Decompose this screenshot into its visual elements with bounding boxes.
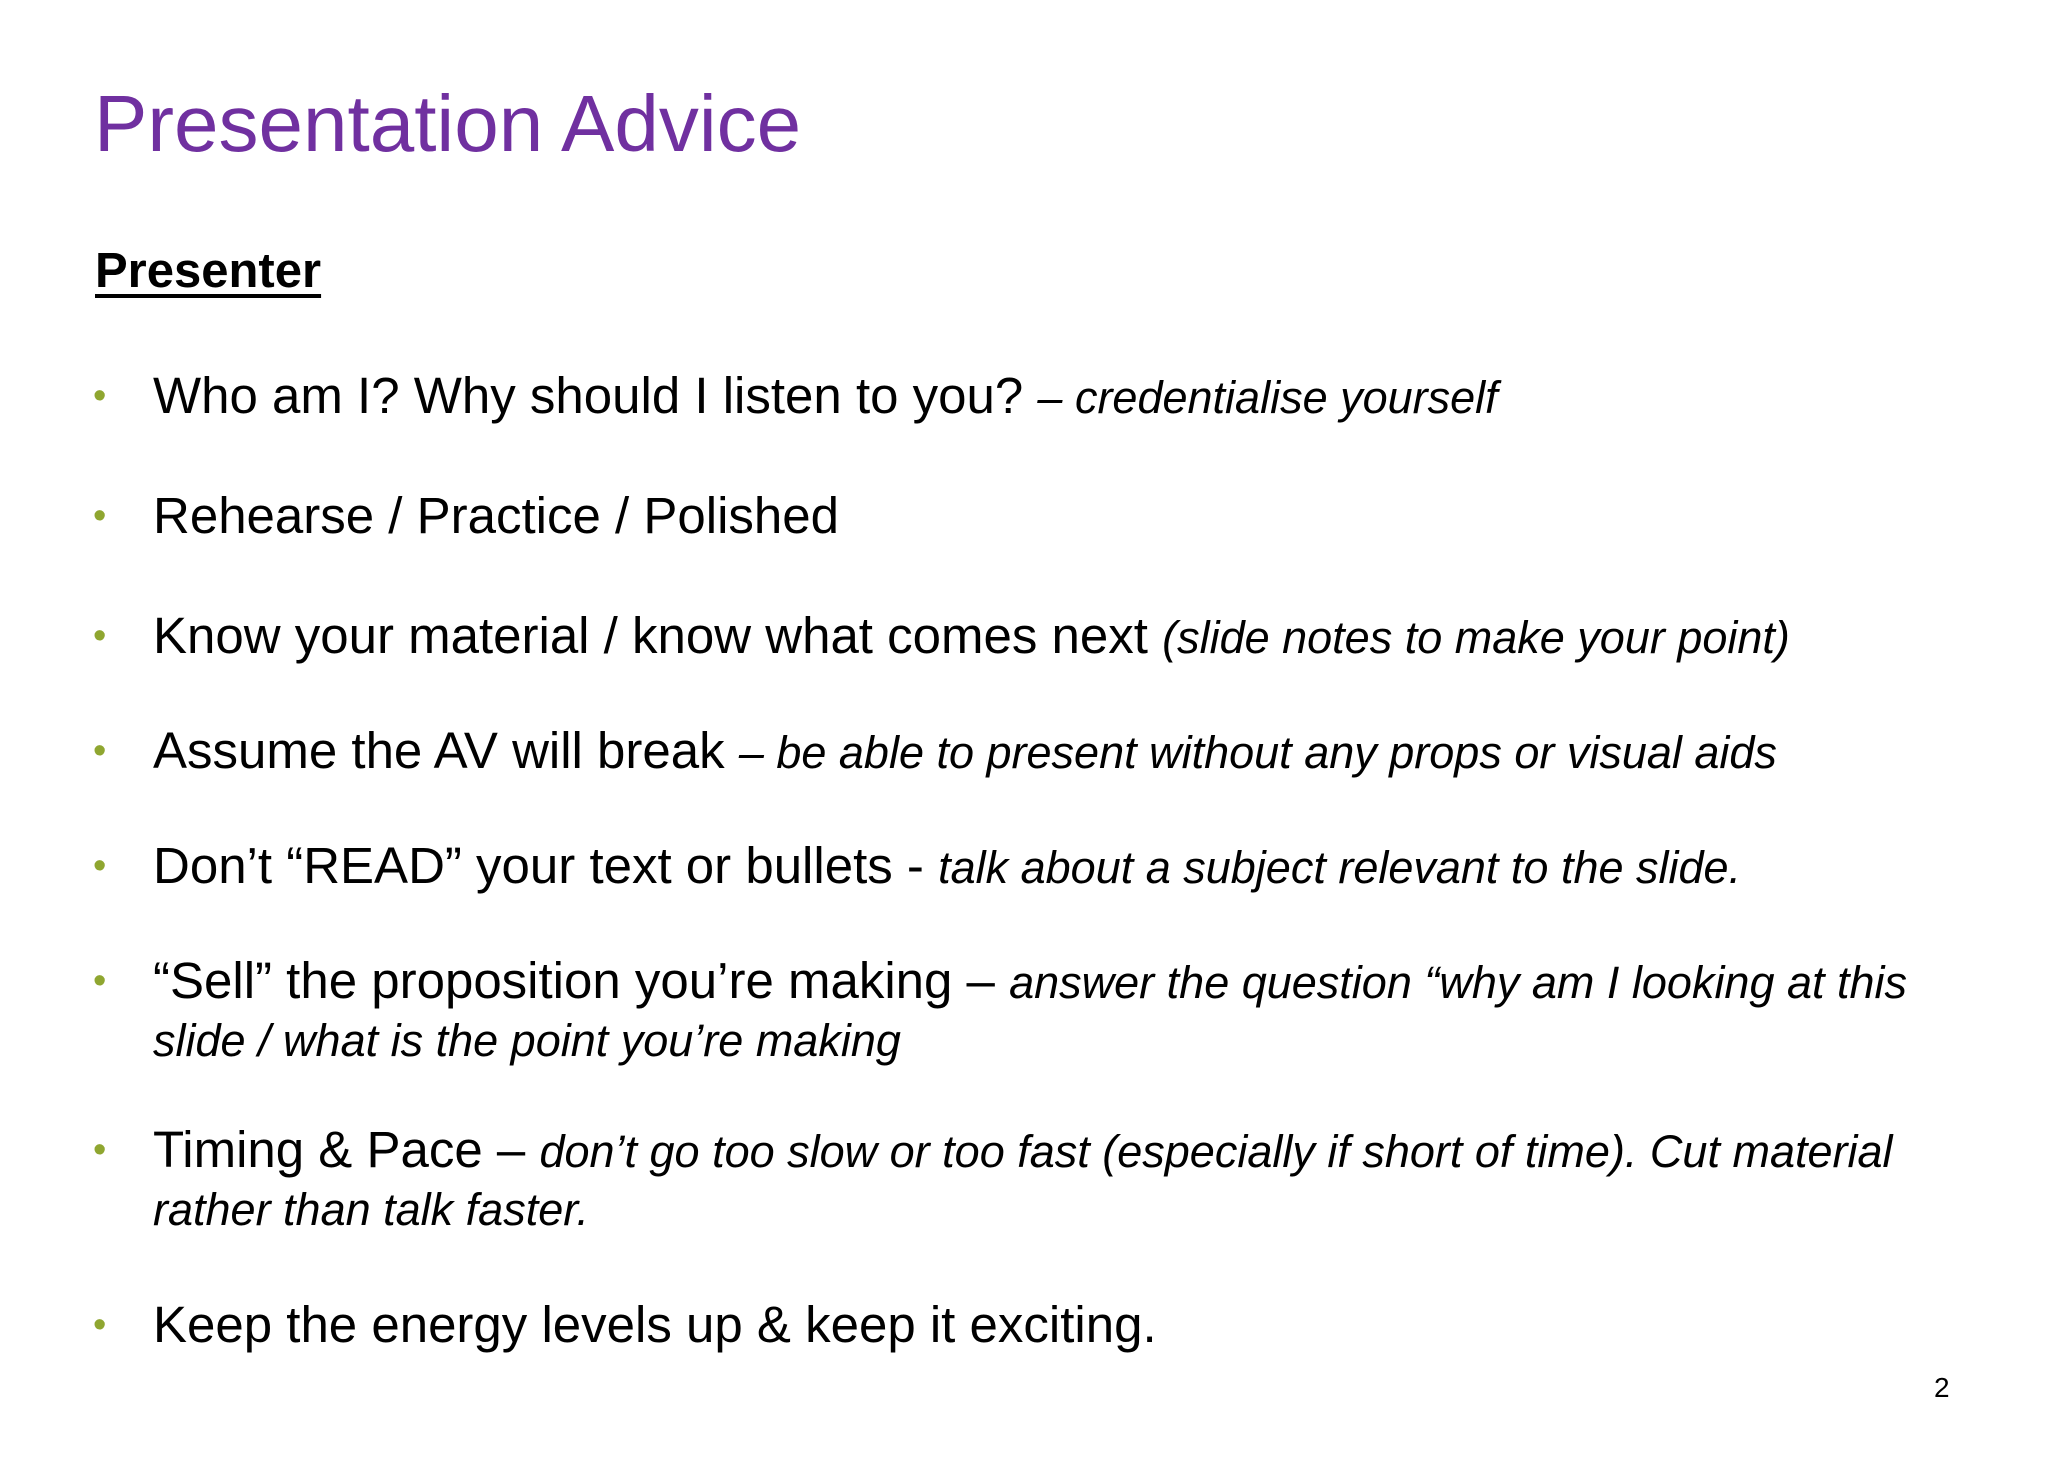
page-number: 2	[1934, 1372, 1950, 1403]
item-sub-text: talk about a subject relevant to the slide.	[938, 842, 1742, 893]
item-sub-text: answer the question “why am I looking at this slide / what is the point you’re making	[153, 957, 1908, 1066]
bullet-icon: •	[93, 960, 107, 1002]
item-main-text: Keep the energy levels up & keep it exciting.	[153, 1296, 1157, 1353]
item-main-text: Who am I? Why should I listen to you?	[153, 367, 1038, 424]
item-sub-text: don’t go too slow or too fast (especially if short of time). Cut material rather than talk faster.	[153, 1126, 1893, 1235]
bullet-icon: •	[93, 730, 107, 772]
list-item	[93, 367, 1933, 426]
list-item	[93, 1121, 1933, 1238]
list-item	[93, 722, 1933, 781]
list-item	[93, 1296, 1933, 1355]
item-main-text: Don’t “READ” your text or bullets -	[153, 837, 939, 894]
section-heading: Presenter	[95, 244, 322, 298]
item-sub-text: (slide notes to make your point)	[1162, 612, 1790, 663]
slide-title: Presentation Advice	[94, 79, 802, 168]
item-main-text: Rehearse / Practice / Polished	[153, 487, 840, 544]
bullet-icon: •	[93, 375, 107, 417]
item-main-text: “Sell” the proposition you’re making –	[153, 952, 1010, 1009]
bullet-icon: •	[93, 615, 107, 657]
item-main-text: Know your material / know what comes next	[153, 607, 1163, 664]
bullet-icon: •	[93, 1304, 107, 1346]
bullet-icon: •	[93, 1129, 107, 1171]
bullet-icon: •	[93, 495, 107, 537]
list-item	[93, 487, 1933, 546]
item-sub-text: – credentialise yourself	[1037, 372, 1498, 423]
item-sub-text: – be able to present without any props or visual aids	[738, 727, 1777, 778]
item-main-text: Timing & Pace –	[153, 1121, 540, 1178]
list-item	[93, 837, 1933, 896]
list-item	[93, 952, 1933, 1069]
item-main-text: Assume the AV will break	[153, 722, 739, 779]
list-item	[93, 607, 1933, 666]
bullet-icon: •	[93, 845, 107, 887]
